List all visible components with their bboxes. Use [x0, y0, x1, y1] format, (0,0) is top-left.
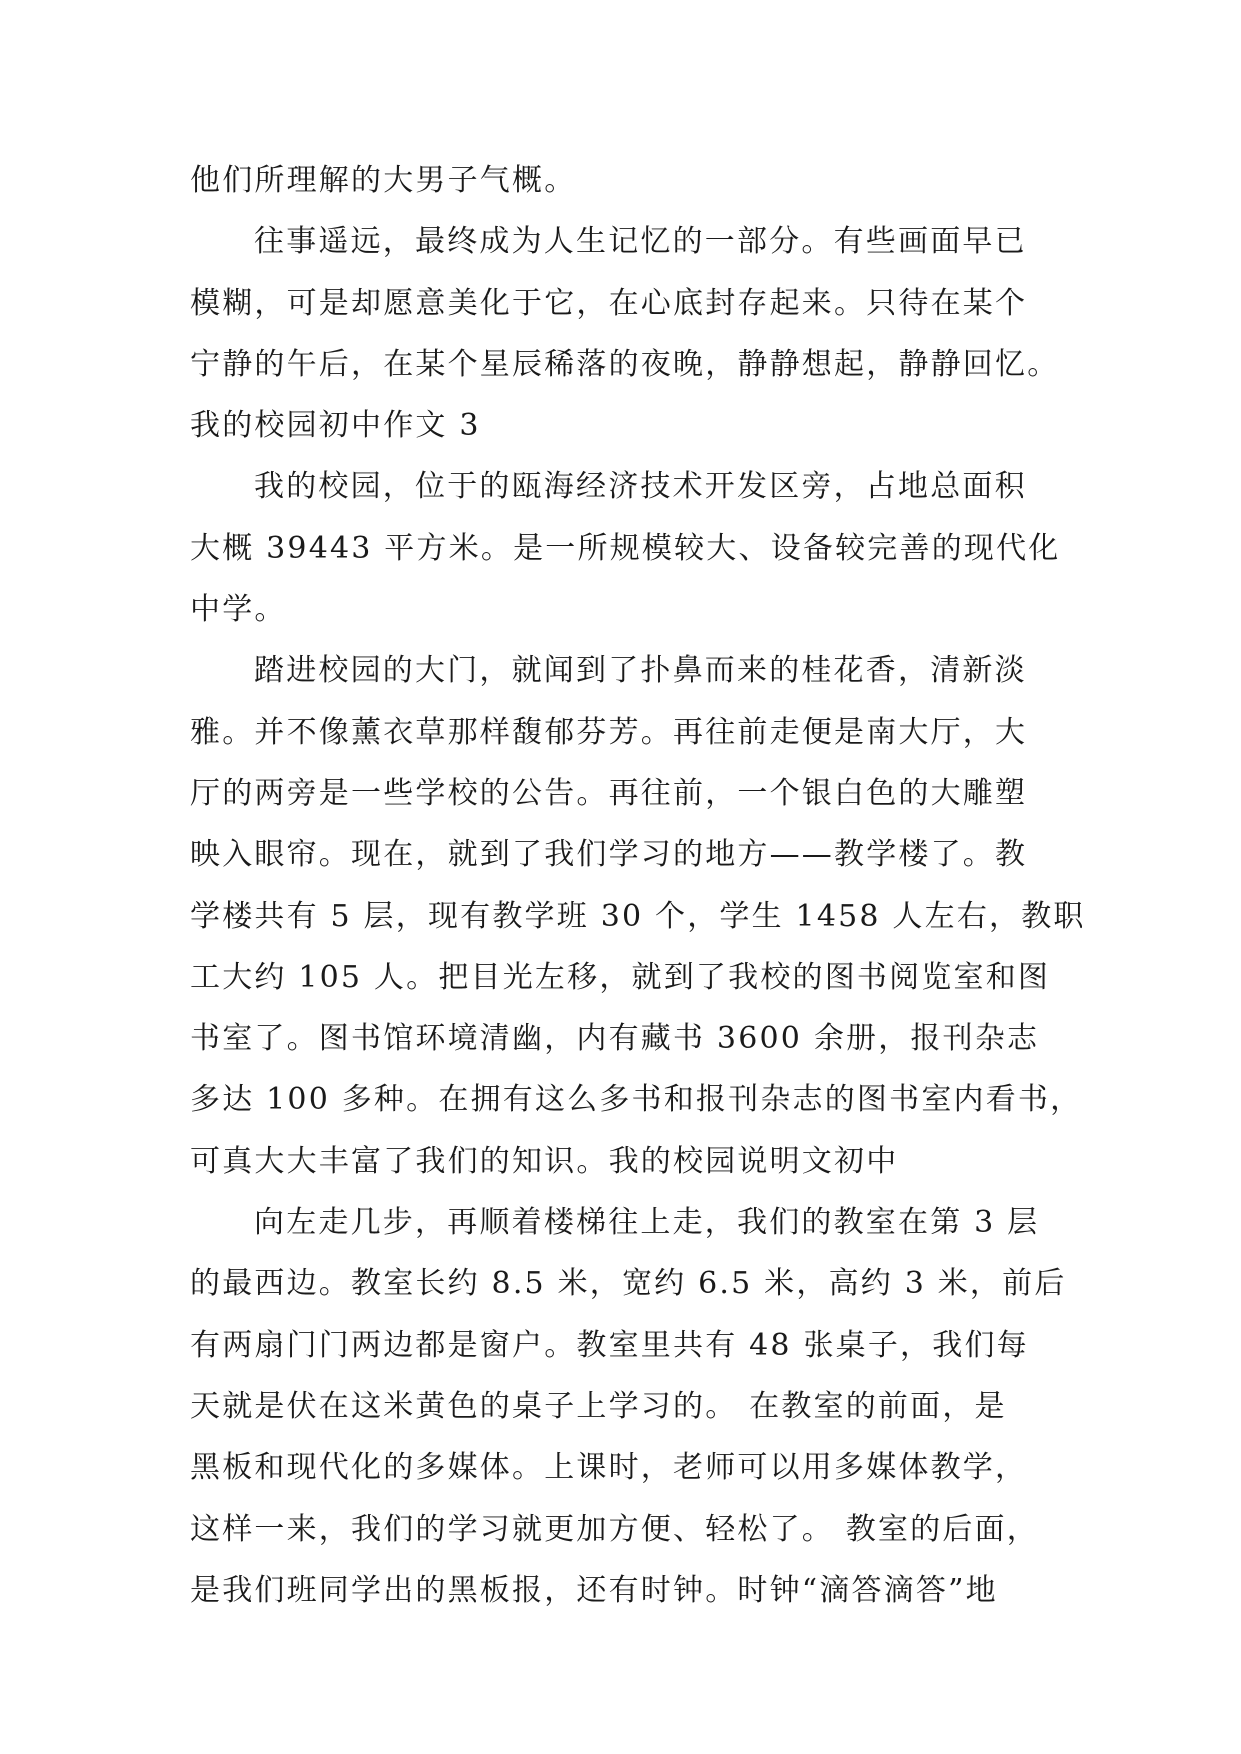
text-line: 他们所理解的大男子气概。	[190, 163, 577, 198]
paragraph-start-line: 我的校园，位于的瓯海经济技术开发区旁，占地总面积	[254, 469, 1027, 505]
text-line: 大概 39443 平方米。是一所规模较大、设备较完善的现代化	[190, 530, 1061, 566]
paragraph-start-line: 向左走几步，再顺着楼梯往上走，我们的教室在第 3 层	[254, 1205, 1040, 1241]
paragraph-start-line: 踏进校园的大门，就闻到了扑鼻而来的桂花香，清新淡	[254, 653, 1027, 689]
text-line: 宁静的午后，在某个星辰稀落的夜晚，静静想起，静静回忆。	[190, 346, 1060, 382]
document-page	[190, 150, 1086, 1621]
text-line: 模糊，可是却愿意美化于它，在心底封存起来。只待在某个	[190, 285, 1028, 321]
text-line: 天就是伏在这米黄色的桌子上学习的。 在教室的前面，是	[190, 1388, 1007, 1424]
text-line: 雅。并不像薰衣草那样馥郁芬芳。再往前走便是南大厅，大	[190, 714, 1028, 750]
text-line: 这样一来，我们的学习就更加方便、轻松了。 教室的后面，	[190, 1511, 1039, 1547]
text-line: 可真大大丰富了我们的知识。我的校园说明文初中	[190, 1143, 899, 1179]
text-line: 是我们班同学出的黑板报，还有时钟。时钟“滴答滴答”地	[190, 1572, 998, 1608]
paragraph-start-line: 往事遥远，最终成为人生记忆的一部分。有些画面早已	[254, 224, 1027, 260]
text-line: 工大约 105 人。把目光左移，就到了我校的图书阅览室和图	[190, 959, 1051, 995]
text-line: 学楼共有 5 层，现有教学班 30 个，学生 1458 人左右，教职	[190, 898, 1086, 934]
text-line: 厅的两旁是一些学校的公告。再往前，一个银白色的大雕塑	[190, 775, 1028, 811]
text-line: 书室了。图书馆环境清幽，内有藏书 3600 余册，报刊杂志	[190, 1021, 1040, 1057]
text-line: 黑板和现代化的多媒体。上课时，老师可以用多媒体教学，	[190, 1450, 1028, 1486]
text-line: 中学。	[190, 592, 287, 628]
section-heading: 我的校园初中作文 3	[190, 408, 481, 444]
text-line: 的最西边。教室长约 8.5 米，宽约 6.5 米，高约 3 米，前后	[190, 1266, 1067, 1302]
text-line: 映入眼帘。现在，就到了我们学习的地方——教学楼了。教	[190, 837, 1028, 873]
text-line: 多达 100 多种。在拥有这么多书和报刊杂志的图书室内看书，	[190, 1082, 1083, 1118]
text-line: 有两扇门门两边都是窗户。教室里共有 48 张桌子，我们每	[190, 1327, 1029, 1363]
